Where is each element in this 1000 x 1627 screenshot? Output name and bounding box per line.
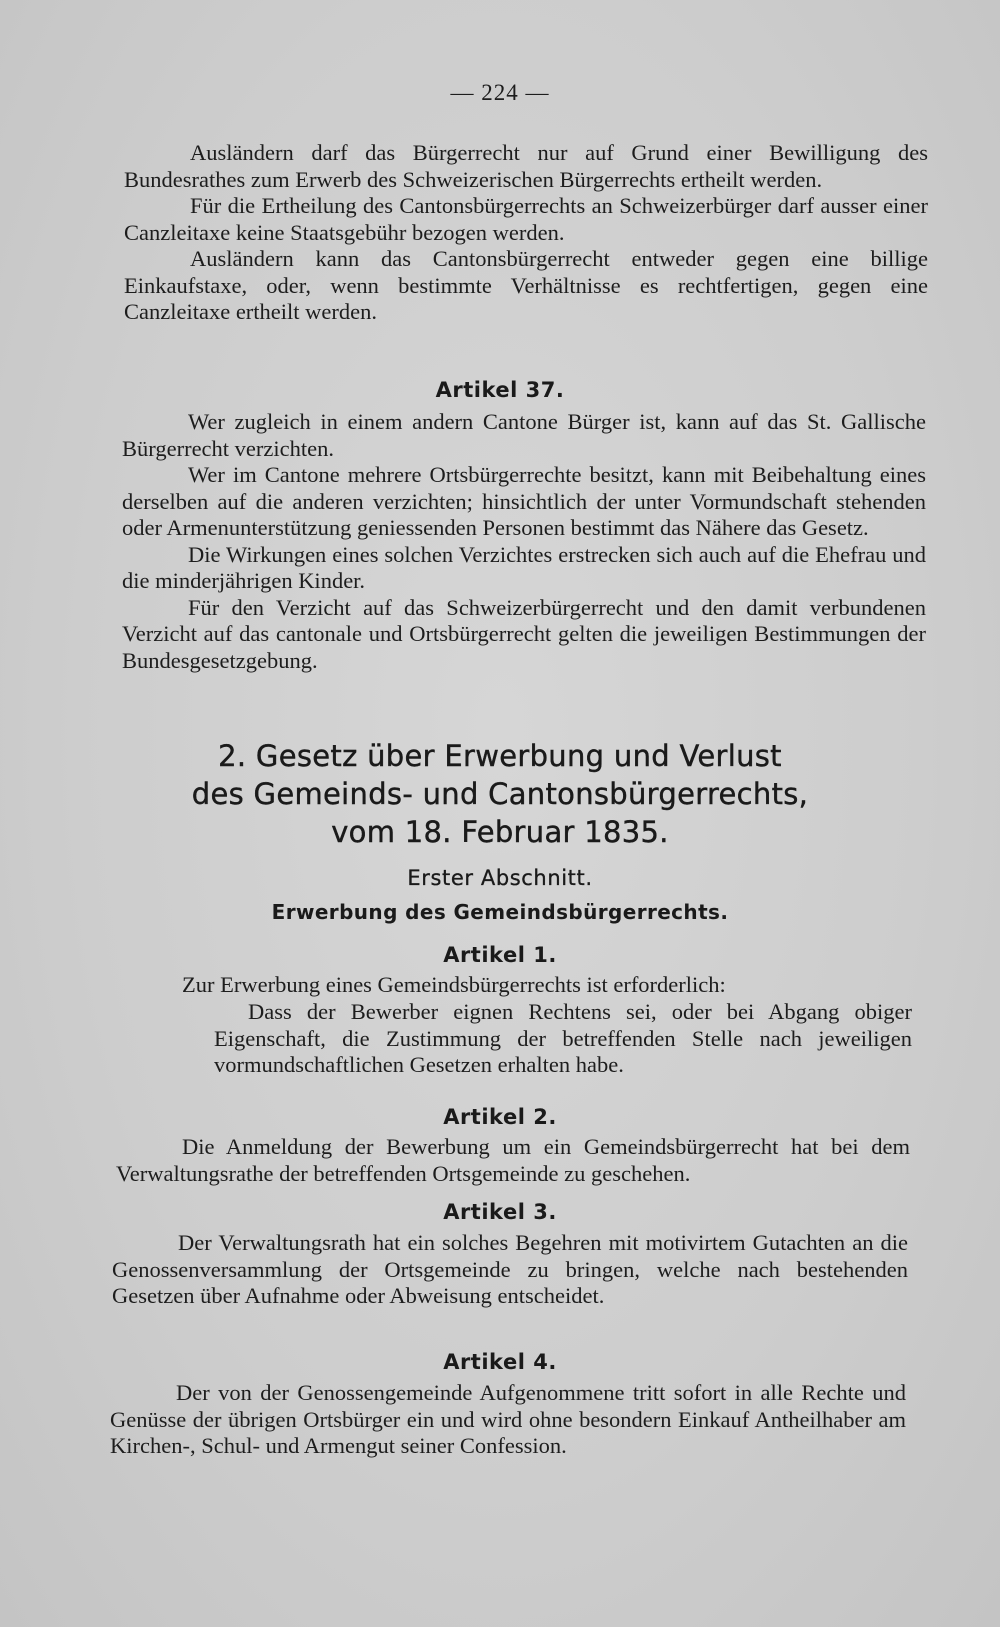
paragraph: Ausländern darf das Bürgerrecht nur auf Grund einer Bewilligung des Bundesrathes zum Erwerb des Schweizerischen Bürgerrechts ertheilt werden. <box>124 140 928 192</box>
paragraph: Wer im Cantone mehrere Ortsbürgerrechte besitzt, kann mit Beibehaltung eines derselben auf die anderen verzichten; hinsichtlich der unter Vormundschaft stehenden oder Armenunterstützung geniessenden Personen bestimmt das Nähere das Gesetz. <box>122 462 926 540</box>
paragraph: Dass der Bewerber eignen Rechtens sei, oder bei Abgang obiger Eigenschaft, die Zustimmung der betreffenden Stelle nach jeweiligen vormundschaftlichen Gesetzen erhalten habe. <box>214 999 912 1077</box>
article-3-heading: Artikel 3. <box>443 1200 557 1224</box>
subsection-heading: Erwerbung des Gemeindsbürgerrechts. <box>271 900 729 924</box>
paragraph: Der von der Genossengemeinde Aufgenommene tritt sofort in alle Rechte und Genüsse der übrigen Ortsbürger ein und wird ohne besondern Einkauf Antheilhaber am Kirchen-, Schul- und Armengut seiner Confession. <box>110 1380 906 1458</box>
article-1-condition <box>214 999 912 1079</box>
paragraph: Wer zugleich in einem andern Cantone Bürger ist, kann auf das St. Gallische Bürgerrecht verzichten. <box>122 409 926 461</box>
law-title-line-1: 2. Gesetz über Erwerbung und Verlust <box>218 739 782 773</box>
section-heading: Erster Abschnitt. <box>407 866 593 890</box>
paragraph: Die Anmeldung der Bewerbung um ein Gemeindsbürgerrecht hat bei dem Verwaltungsrathe der betreffenden Ortsgemeinde zu geschehen. <box>116 1134 910 1186</box>
paragraph: Für den Verzicht auf das Schweizerbürgerrecht und den damit verbundenen Verzicht auf das cantonale und Ortsbürgerrecht gelten die jeweiligen Bestimmungen der Bundesgesetzgebung. <box>122 594 926 673</box>
paragraph: Ausländern kann das Cantonsbürgerrecht entweder gegen eine billige Einkaufstaxe, oder, wenn bestimmte Verhältnisse es rechtfertigen, gegen eine Canzleitaxe ertheilt werden. <box>124 246 928 324</box>
article-2-body <box>116 1134 910 1187</box>
article-3-body <box>112 1230 908 1310</box>
paragraph-group-top <box>124 140 928 326</box>
law-title-line-2: des Gemeinds- und Cantonsbürgerrechts, <box>191 777 809 811</box>
article-1-intro <box>116 972 916 999</box>
page-number: — 224 — <box>450 80 550 105</box>
article-4-body <box>110 1380 906 1460</box>
paragraph: Die Wirkungen eines solchen Verzichtes erstrecken sich auch auf die Ehefrau und die minderjährigen Kinder. <box>122 541 926 593</box>
article-37-heading: Artikel 37. <box>435 378 565 402</box>
article-2-heading: Artikel 2. <box>443 1105 557 1129</box>
article-4-heading: Artikel 4. <box>443 1350 557 1374</box>
article-1-heading: Artikel 1. <box>443 943 557 967</box>
paragraph: Für die Ertheilung des Cantonsbürgerrechts an Schweizerbürger darf ausser einer Canzleitaxe keine Staatsgebühr bezogen werden. <box>124 193 928 245</box>
law-title-line-3: vom 18. Februar 1835. <box>331 815 669 849</box>
paragraph: Zur Erwerbung eines Gemeindsbürgerrechts ist erforderlich: <box>182 972 726 997</box>
paragraph: Der Verwaltungsrath hat ein solches Begehren mit motivirtem Gutachten an die Genossenversammlung der Ortsgemeinde zu bringen, welche nach bestehenden Gesetzen über Aufnahme oder Abweisung entscheidet. <box>112 1230 908 1308</box>
article-37-body <box>122 409 926 674</box>
